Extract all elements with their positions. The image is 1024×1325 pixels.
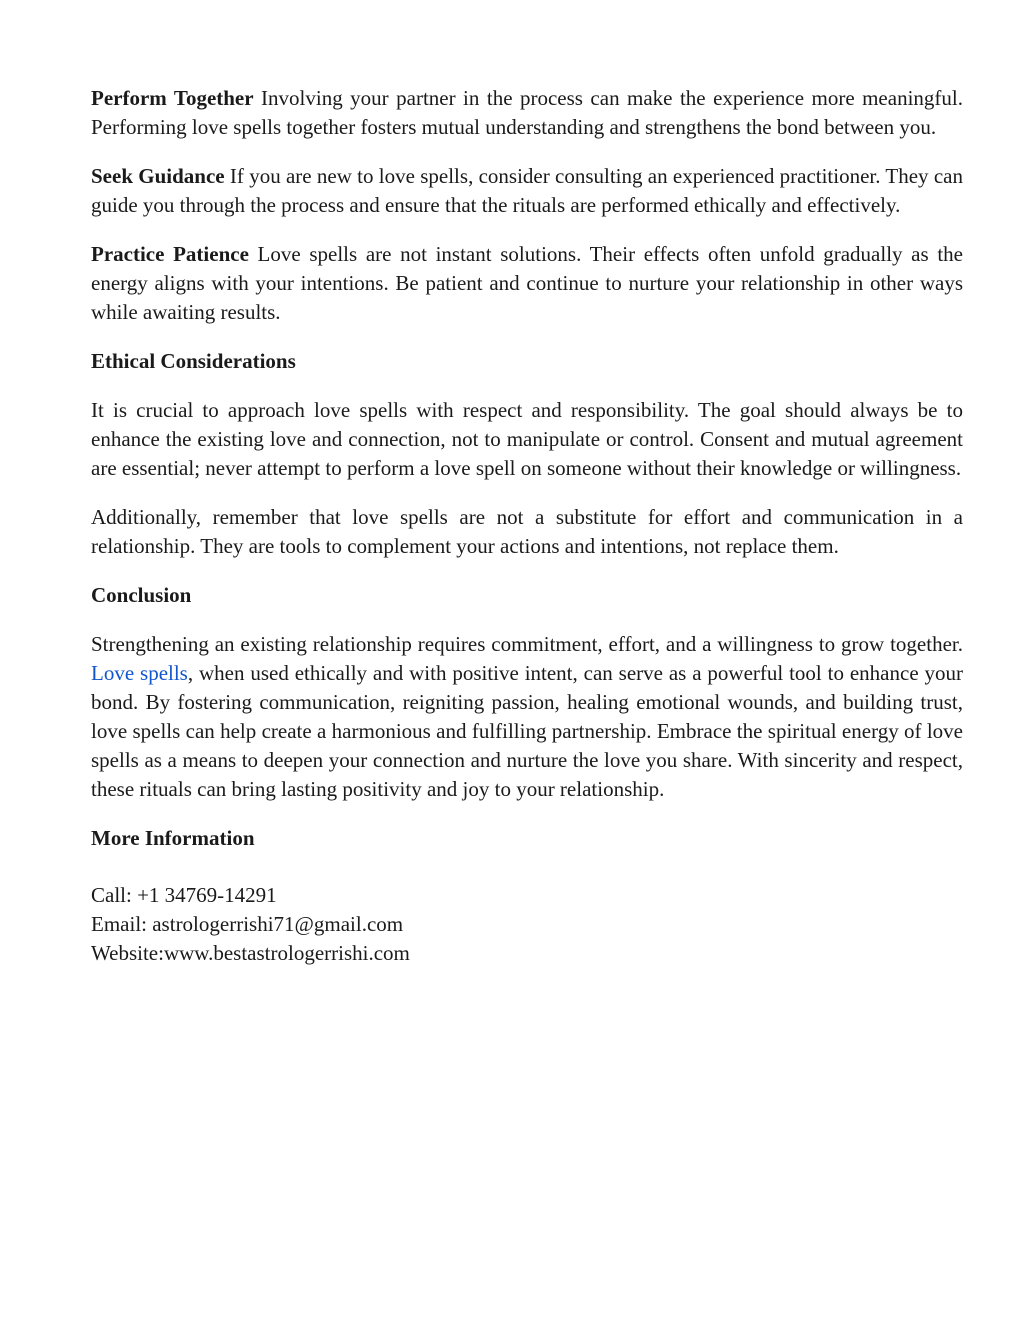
practice-patience-text: Love spells are not instant solutions. Their effects often unfold gradually as the energy aligns with your intentions. Be patient and continue to nurture your relationship in other ways while awaiting results. (91, 242, 963, 324)
practice-patience-lead: Practice Patience (91, 242, 249, 266)
conclusion-paragraph (91, 630, 963, 804)
more-information-heading: More Information (91, 826, 255, 850)
contact-call: Call: +1 34769-14291 (91, 883, 277, 907)
conclusion-text-after: , when used ethically and with positive intent, can serve as a powerful tool to enhance your bond. By fostering communication, reigniting passion, healing emotional wounds, and building trust, love spells can help create a harmonious and fulfilling partnership. Embrace the spiritual energy of love spells as a means to deepen your connection and nurture the love you share. With sincerity and respect, these rituals can bring lasting positivity and joy to your relationship. (91, 661, 964, 801)
ethical-considerations-heading: Ethical Considerations (91, 349, 296, 373)
perform-together-lead: Perform Together (91, 86, 254, 110)
contact-email: Email: astrologerrishi71@gmail.com (91, 912, 404, 936)
contact-block (91, 881, 963, 968)
seek-guidance-text: If you are new to love spells, consider consulting an experienced practitioner. They can guide you through the process and ensure that the rituals are performed ethically and effectively. (91, 164, 963, 217)
practice-patience-paragraph (91, 240, 963, 327)
conclusion-text-before: Strengthening an existing relationship requires commitment, effort, and a willingness to grow together. (91, 632, 963, 656)
seek-guidance-paragraph (91, 162, 963, 220)
contact-website: Website:www.bestastrologerrishi.com (91, 941, 410, 965)
ethical-paragraph-2: Additionally, remember that love spells are not a substitute for effort and communication in a relationship. They are tools to complement your actions and intentions, not replace them. (91, 505, 963, 558)
conclusion-heading: Conclusion (91, 583, 192, 607)
perform-together-paragraph (91, 84, 963, 142)
love-spells-link[interactable]: Love spells (91, 661, 188, 685)
seek-guidance-lead: Seek Guidance (91, 164, 225, 188)
perform-together-text: Involving your partner in the process can make the experience more meaningful. Performing love spells together fosters mutual understanding and strengthens the bond between you. (91, 86, 963, 139)
ethical-paragraph-1: It is crucial to approach love spells with respect and responsibility. The goal should always be to enhance the existing love and connection, not to manipulate or control. Consent and mutual agreement are essential; never attempt to perform a love spell on someone without their knowledge or willingness. (91, 398, 963, 480)
